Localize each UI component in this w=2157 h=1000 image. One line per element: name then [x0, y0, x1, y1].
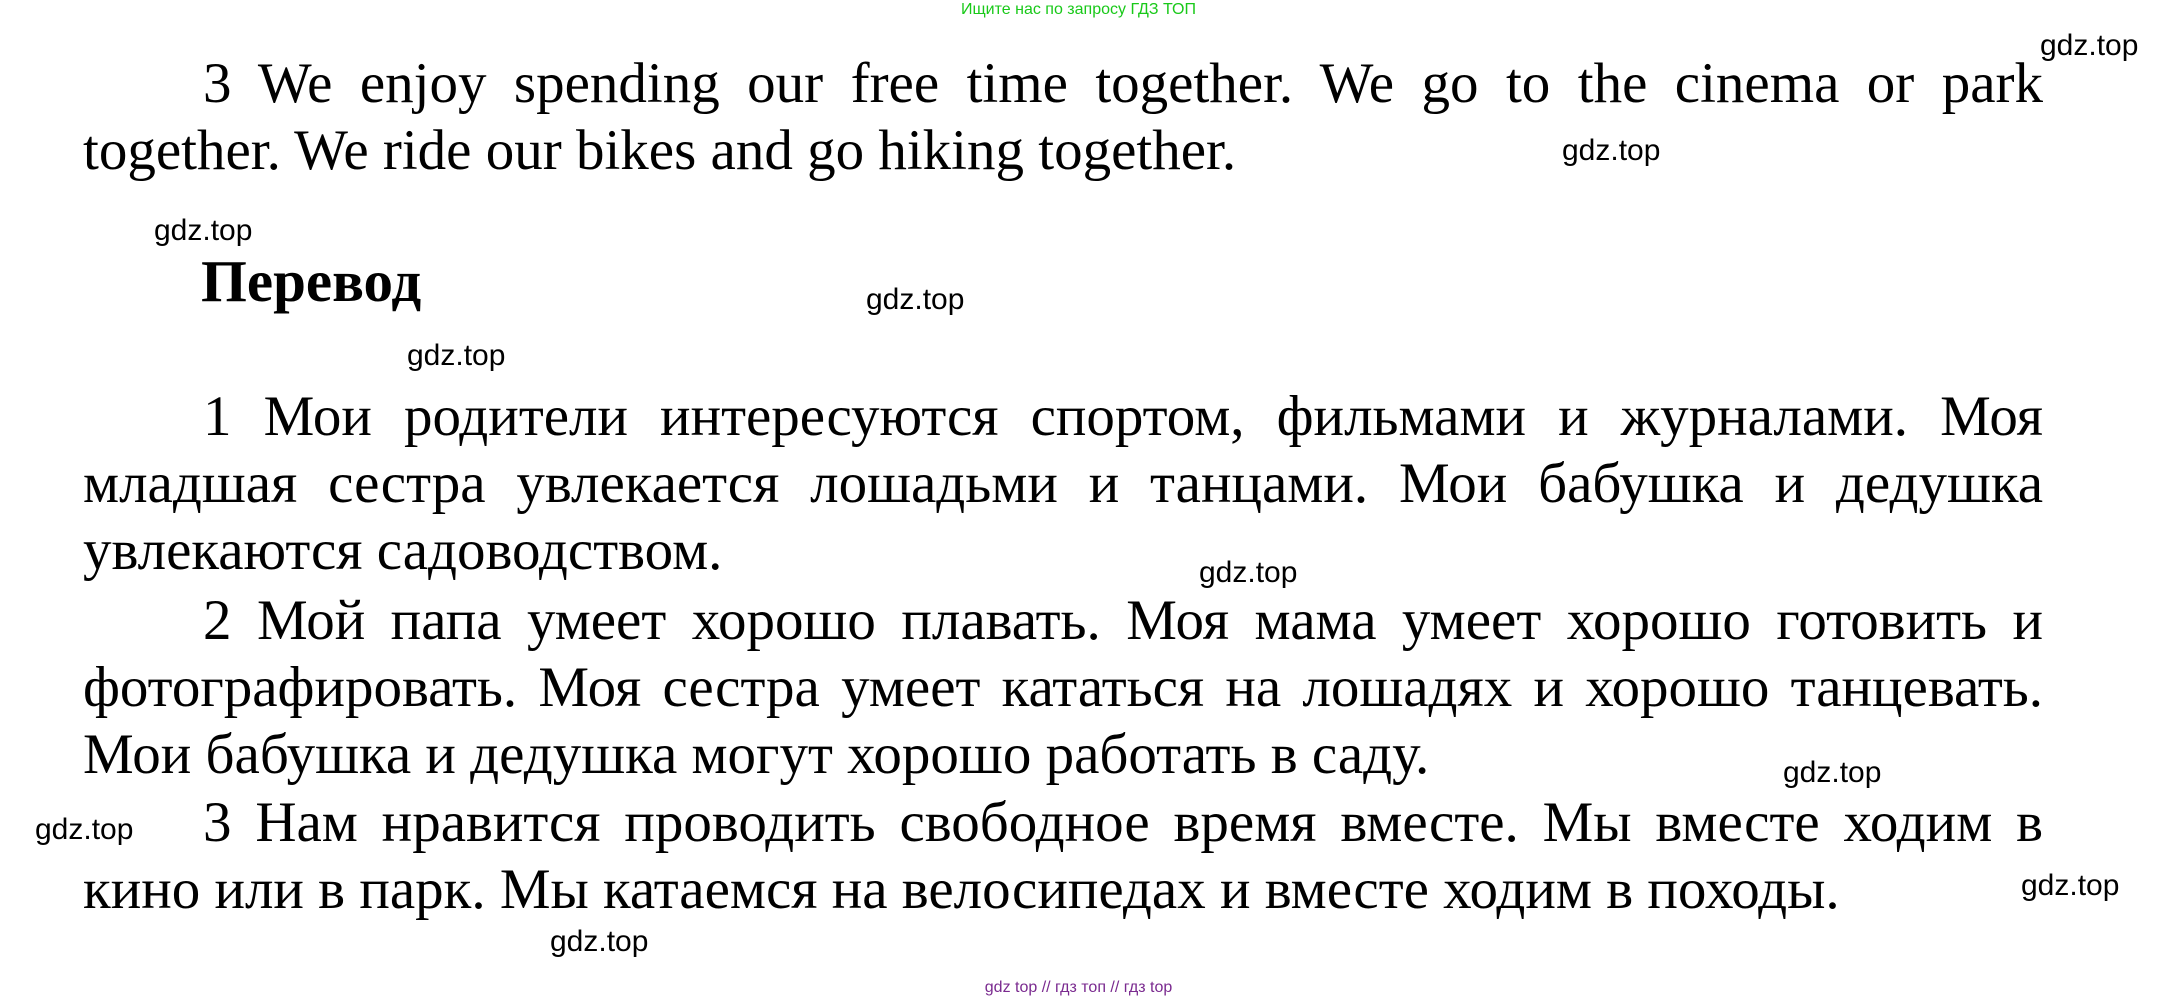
paragraph-en-3: 3 We enjoy spending our free time together. We go to the cinema or park together. We ride our bikes and go hiking together. — [83, 52, 2043, 182]
watermark: gdz.top — [2021, 869, 2120, 902]
bottom-banner: gdz top // гдз топ // гдз top — [984, 979, 1173, 996]
watermark: gdz.top — [550, 925, 649, 958]
paragraph-ru-3: 3 Нам нравится проводить свободное время вместе. Мы вместе ходим в кино или в парк. Мы катаемся на велосипедах и вместе ходим в походы. — [83, 791, 2043, 921]
watermark: gdz.top — [154, 214, 253, 247]
watermark: gdz.top — [407, 339, 506, 372]
top-banner: Ищите нас по запросу ГДЗ ТОП — [961, 1, 1196, 18]
watermark: gdz.top — [866, 283, 965, 316]
paragraph-ru-2: 2 Мой папа умеет хорошо плавать. Моя мама умеет хорошо готовить и фотографировать. Моя сестра умеет кататься на лошадях и хорошо танцевать. Мои бабушка и дедушка могут хорошо работать в саду. — [83, 589, 2043, 786]
translation-heading: Перевод — [201, 248, 422, 314]
watermark: gdz.top — [2040, 29, 2139, 62]
watermark: gdz.top — [1199, 556, 1298, 589]
watermark: gdz.top — [1783, 756, 1882, 789]
watermark: gdz.top — [35, 813, 134, 846]
watermark: gdz.top — [1562, 134, 1661, 167]
paragraph-ru-1: 1 Мои родители интересуются спортом, фильмами и журналами. Моя младшая сестра увлекается лошадьми и танцами. Мои бабушка и дедушка увлекаются садоводством. — [83, 385, 2043, 582]
